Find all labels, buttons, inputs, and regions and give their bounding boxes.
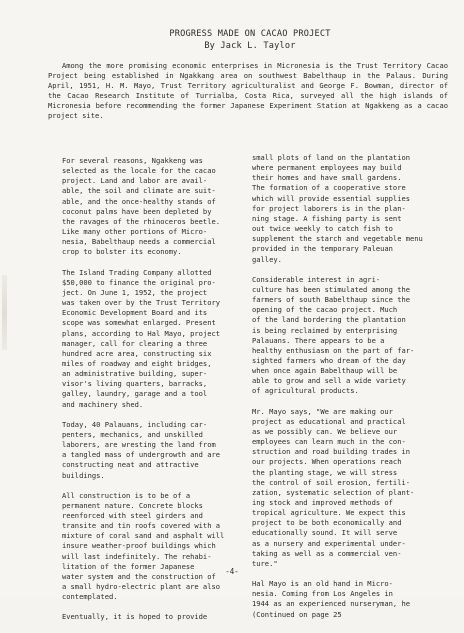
article-byline: By Jack L. Taylor — [204, 41, 296, 51]
paragraph: Today, 40 Palauans, including car- penters, mechanics, and unskilled laborers, are wresting the land from a tangled mass of undergrowth and are constructing neat and attractive buildings. — [62, 419, 221, 480]
paragraph: All construction is to be of a permanent nature. Concrete blocks reenforced with steel girders and transite and tin roofs covered with a mixture of coral sand and asphalt will insure weather-proof buildings which will last indefinitely. The rehabi- litation of the former Japanese water system and the construction of a small hydro-electric plant are also contemplated. — [62, 490, 225, 602]
intro-paragraph: Among the more promising economic enterprises in Micronesia is the Trust Territory Cacao Project being established in Ngakkang area on southwest Babelthaup in the Palaus. During April, 1951, H. M. Mayo, Trust Territory agriculturalist and George F. Bowman, director of the Cacao Research Institute of Turrialba, Costa Rica, surveyed all the high islands of Micronesia before recommending the former Japanese Experiment Station at Ngakkeng as a cacao project site. — [48, 61, 448, 120]
paragraph: small plots of land on the plantation where permanent employees may build their homes and have small gardens. The formation of a cooperative store which will provide essential supplies for project laborers is in the plan- ning stage. A fishing party is sent out twice weekly to catch fish to supplement the starch and vegetable menu provided in the temporary Paleuan galley. — [252, 153, 423, 264]
paragraph: The Island Trading Company allotted $50,000 to finance the original pro- ject. On June 1, 1952, the project was taken over by the Trust Territory Economic Development Board and its scope was somewhat enlarged. Present plans, according to Hal Mayo, project manager, call for clearing a three hundred acre area, constructing six miles of roadway and eight bridges, an administrative building, super- visor's living quarters, barracks, galley, laundry, garage and a tool and machinery shed. — [62, 267, 221, 409]
article-title: PROGRESS MADE ON CACAO PROJECT — [169, 29, 331, 39]
paragraph: For several reasons, Ngakkeng was selected as the locale for the cacao project. Land and labor are avail- able, the soil and climate are suit- able, and the once-healthy stands of coconut palms have been depleted by the ravages of the rhinoceros beetle. Like many other portions of Micro- nesia, Babelthaup needs a commercial crop to bolster its economy. — [62, 156, 221, 257]
paragraph: Mr. Mayo says, "We are making our project as educational and practical as we possibly can. We believe our employees can learn much in the con- struction and road building trades in our projects. When operations reach the planting stage, we will stress the control of soil erosion, fertili- zation, systematic selection of plant- ing stock and improved methods of tropical agriculture. We expect this project to be both economically and educationally sound. It will serve as a nursery and experimental under- taking as well as a commercial ven- ture." — [252, 406, 415, 568]
paragraph: Considerable interest in agri- culture has been stimulated among the farmers of south Babelthaup since the opening of the cacao project. Much of the land bordering the plantation is being reclaimed by enterprising Palauans. There appears to be a healthy enthusiasm on the part of far- sighted farmers who dream of the day when once again Babelthaup will be able to grow and sell a wide variety of agricultural products. — [252, 274, 415, 396]
binding-mark — [2, 275, 7, 350]
right-column — [252, 153, 448, 630]
page-number: -4- — [225, 567, 239, 576]
paragraph: Hal Mayo is an old hand in Micro- nesia. Coming from Los Angeles in 1944 as an experienced nurseryman, he (Continued on page 25 — [252, 579, 411, 619]
paragraph: Eventually, it is hoped to provide — [62, 612, 208, 622]
left-column — [62, 156, 252, 633]
